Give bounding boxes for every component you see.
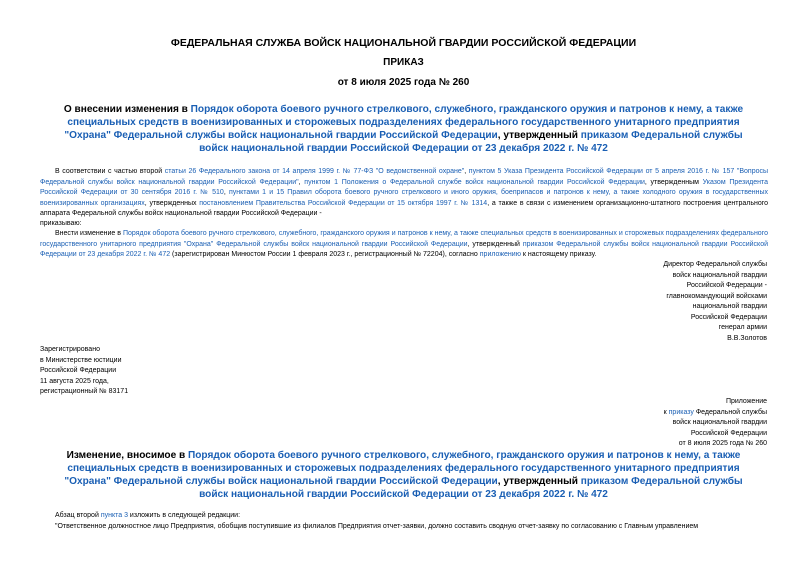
- preamble-text: , утвержденных: [144, 199, 200, 207]
- order-text: (зарегистрирован Минюстом России 1 февраля 2023 г., регистрационный № 72204), согласно: [170, 251, 480, 258]
- signature-line: генерал армии: [718, 324, 767, 331]
- appendix-text: к: [663, 408, 669, 416]
- signature-line: Российской Федерации -: [686, 282, 767, 289]
- order-text: к настоящему приказу.: [520, 251, 597, 258]
- signatory-name: В.В.Золотов: [727, 334, 767, 342]
- registration-line: 11 августа 2025 года,: [40, 377, 109, 385]
- rules-link[interactable]: пунктами 1 и 15 Правил оборота боевого ручного стрелкового и иного оружия, боеприпасов и патронов к нему, а также холодного оружия в государственных военизированных организациях: [40, 189, 769, 207]
- appendix-text: Федеральной службы: [693, 408, 767, 416]
- preamble-text: , утвержденным: [644, 178, 703, 186]
- preamble-text: ,: [223, 189, 229, 196]
- order-title: [55, 103, 752, 155]
- order-paragraph: [40, 229, 768, 261]
- change-title: [55, 449, 752, 501]
- order-title-order-link[interactable]: приказом Федеральной службы войск национальной гвардии Российской Федерации от 23 декабря 2022 г. № 472: [199, 130, 743, 154]
- change-title-mid: , утвержденный: [497, 476, 581, 487]
- order-text: , утвержденный: [467, 240, 523, 248]
- registration-block: [40, 345, 128, 398]
- registration-line: в Министерстве юстиции: [40, 356, 122, 364]
- appendix-line: Российской Федерации: [690, 429, 767, 437]
- doc-date-number: от 8 июля 2025 года № 260: [337, 77, 470, 88]
- preamble-text: , а также в связи с изменением организационно-штатного построения центрального аппарата Федеральной службы войск национальной гвардии Российской Федерации -: [40, 199, 769, 217]
- order-word: приказываю:: [40, 220, 82, 227]
- appendix-line: от 8 июля 2025 года № 260: [678, 440, 767, 447]
- registration-line: Российской Федерации: [40, 367, 117, 374]
- appendix-order-link[interactable]: приказу: [668, 408, 694, 416]
- preamble-text: ,: [298, 178, 305, 186]
- signature-line: Директор Федеральной службы: [663, 261, 767, 268]
- appendix-line: войск национальной гвардии: [672, 419, 767, 426]
- appendix-heading: Приложение: [725, 398, 767, 405]
- order-text: Внести изменение в: [55, 230, 123, 237]
- order-title-mid: , утвержденный: [497, 130, 581, 141]
- signature-line: Российской Федерации: [690, 313, 767, 321]
- preamble-text: В соответствии с частью второй: [55, 168, 165, 175]
- signature-line: главнокомандующий войсками: [666, 292, 767, 300]
- change-text: Абзац второй: [55, 512, 101, 519]
- change-title-order-link[interactable]: приказом Федеральной службы войск национальной гвардии Российской Федерации от 23 декабря 2022 г. № 472: [199, 476, 743, 500]
- appendix-block: [664, 397, 767, 450]
- change-quote: "Ответственное должностное лицо Предприятия, обобщив поступившие из филиалов Предприятия отчет-заявки, должно составить сводную отчет-заявку по согласованию с Главным управлением: [55, 523, 699, 530]
- order-title-procedure-link[interactable]: Порядок оборота боевого ручного стрелкового, служебного, гражданского оружия и патронов к нему, а также специальных средств в военизированных и сторожевых подразделениях федерального государственного унитарного предприятия "Охрана" Федеральной службы войск национальной гвардии Российской Федерации: [64, 104, 744, 141]
- order-title-prefix: О внесении изменения в: [63, 104, 191, 115]
- signature-line: национальной гвардии: [692, 303, 767, 310]
- change-text: изложить в следующей редакции:: [127, 512, 241, 519]
- preamble-text: ,: [464, 168, 469, 175]
- doc-type: ПРИКАЗ: [383, 57, 424, 68]
- preamble-paragraph: [40, 167, 768, 220]
- appendix-line: [664, 408, 767, 419]
- clause-3-link[interactable]: пункта 3: [100, 512, 128, 519]
- change-title-prefix: Изменение, вносимое в: [66, 450, 188, 461]
- registration-line: регистрационный № 83171: [40, 388, 129, 395]
- order-472-link[interactable]: приказом Федеральной службы войск национальной гвардии Российской Федерации от 23 декабря 2022 г. № 472: [40, 240, 768, 258]
- signature-line: войск национальной гвардии: [672, 271, 767, 279]
- federal-law-link[interactable]: статьи 26 Федерального закона от 14 апреля 1999 г. № 77-ФЗ "О ведомственной охране": [164, 168, 465, 175]
- change-paragraph: [40, 511, 768, 522]
- agency-title: ФЕДЕРАЛЬНАЯ СЛУЖБА ВОЙСК НАЦИОНАЛЬНОЙ ГВАРДИИ РОССИЙСКОЙ ФЕДЕРАЦИИ: [170, 37, 637, 49]
- order-procedure-link[interactable]: Порядок оборота боевого ручного стрелкового, служебного, гражданского оружия и патронов к нему, а также специальных средств в военизированных и сторожевых подразделениях федерального государственного унитарного предприятия "Охрана" Федеральной службы войск национальной гвардии Российской Федерации: [40, 230, 768, 248]
- signature-block: [663, 260, 767, 344]
- change-title-procedure-link[interactable]: Порядок оборота боевого ручного стрелкового, служебного, гражданского оружия и патронов к нему, а также специальных средств в военизированных и сторожевых подразделениях федерального государственного унитарного предприятия "Охрана" Федеральной службы войск национальной гвардии Российской Федерации: [64, 450, 741, 487]
- resolution-1314-link[interactable]: постановлением Правительства Российской Федерации от 15 октября 1997 г. № 1314: [199, 199, 488, 207]
- appendix-link[interactable]: приложению: [479, 251, 521, 258]
- decree-510-link[interactable]: Указом Президента Российской Федерации от 30 сентября 2016 г. № 510: [40, 178, 769, 196]
- regulation-link[interactable]: пунктом 1 Положения о Федеральной службе войск национальной гвардии Российской Федерации: [304, 178, 645, 186]
- registration-line: Зарегистрировано: [40, 346, 100, 353]
- decree-157-link[interactable]: пунктом 5 Указа Президента Российской Федерации от 5 апреля 2016 г. № 157 "Вопросы Федеральной службы войск национальной гвардии Российской Федерации": [40, 168, 769, 186]
